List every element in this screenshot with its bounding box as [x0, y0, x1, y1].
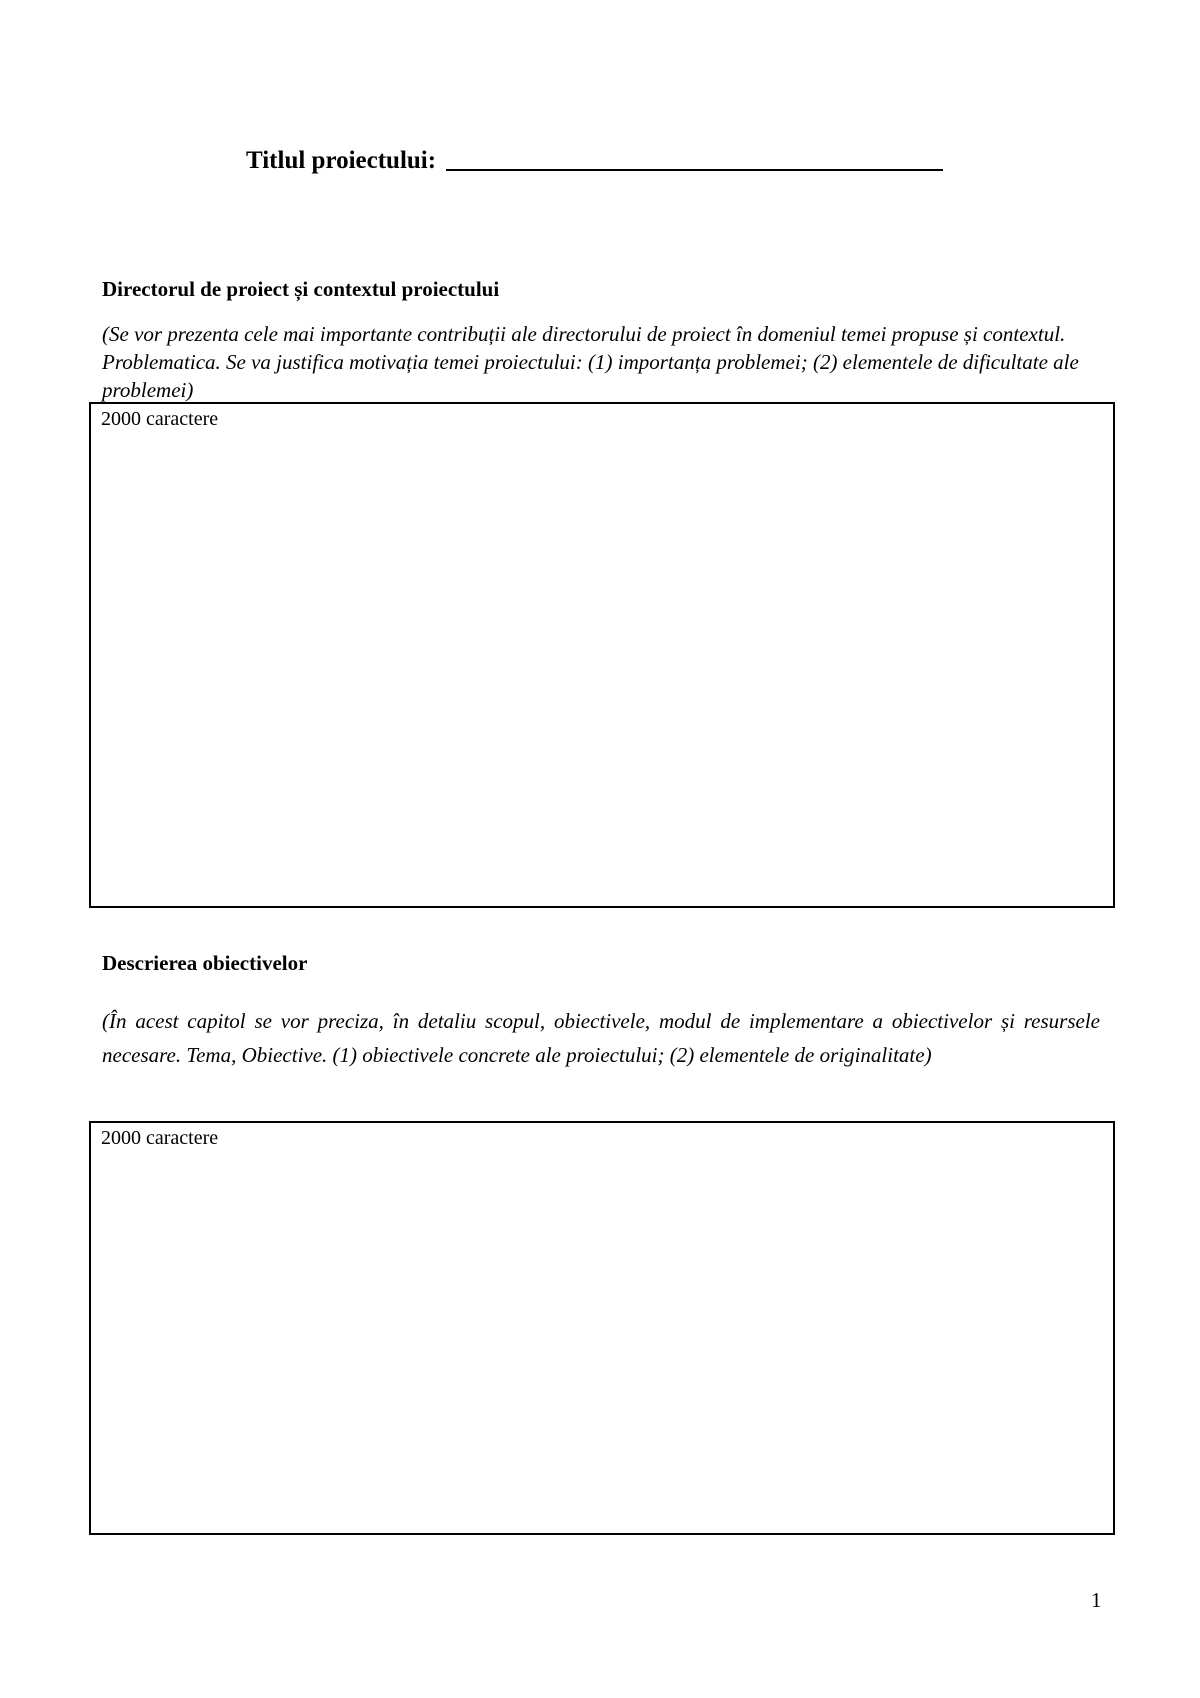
director-context-answer-box[interactable]	[89, 402, 1115, 908]
page-number: 1	[1091, 1588, 1102, 1612]
project-title-blank-line[interactable]	[446, 143, 943, 171]
section-heading-objectives: Descrierea obiectivelor	[102, 951, 308, 975]
section-instructions-objectives: (În acest capitol se vor preciza, în detaliu scopul, obiectivele, modul de implementare a obiectivelor și resursele necesare. Tema, Obiective. (1) obiectivele concrete ale proiectului; (2) elementele de originalitate)	[102, 1009, 1100, 1067]
section-heading-director-context: Directorul de proiect și contextul proiectului	[102, 277, 500, 301]
project-title-row	[246, 145, 943, 173]
section-instructions-director-context: (Se vor prezenta cele mai importante contribuții ale directorului de proiect în domeniul temei propuse și contextul. Problematica. Se va justifica motivația temei proiectului: (1) importanța problemei; (2) elementele de dificultate ale problemei)	[102, 322, 1079, 402]
answer-box-placeholder: 2000 caractere	[101, 1127, 219, 1149]
objectives-answer-box[interactable]	[89, 1121, 1115, 1535]
answer-box-placeholder: 2000 caractere	[101, 408, 219, 430]
project-title-label: Titlul proiectului:	[246, 147, 437, 174]
